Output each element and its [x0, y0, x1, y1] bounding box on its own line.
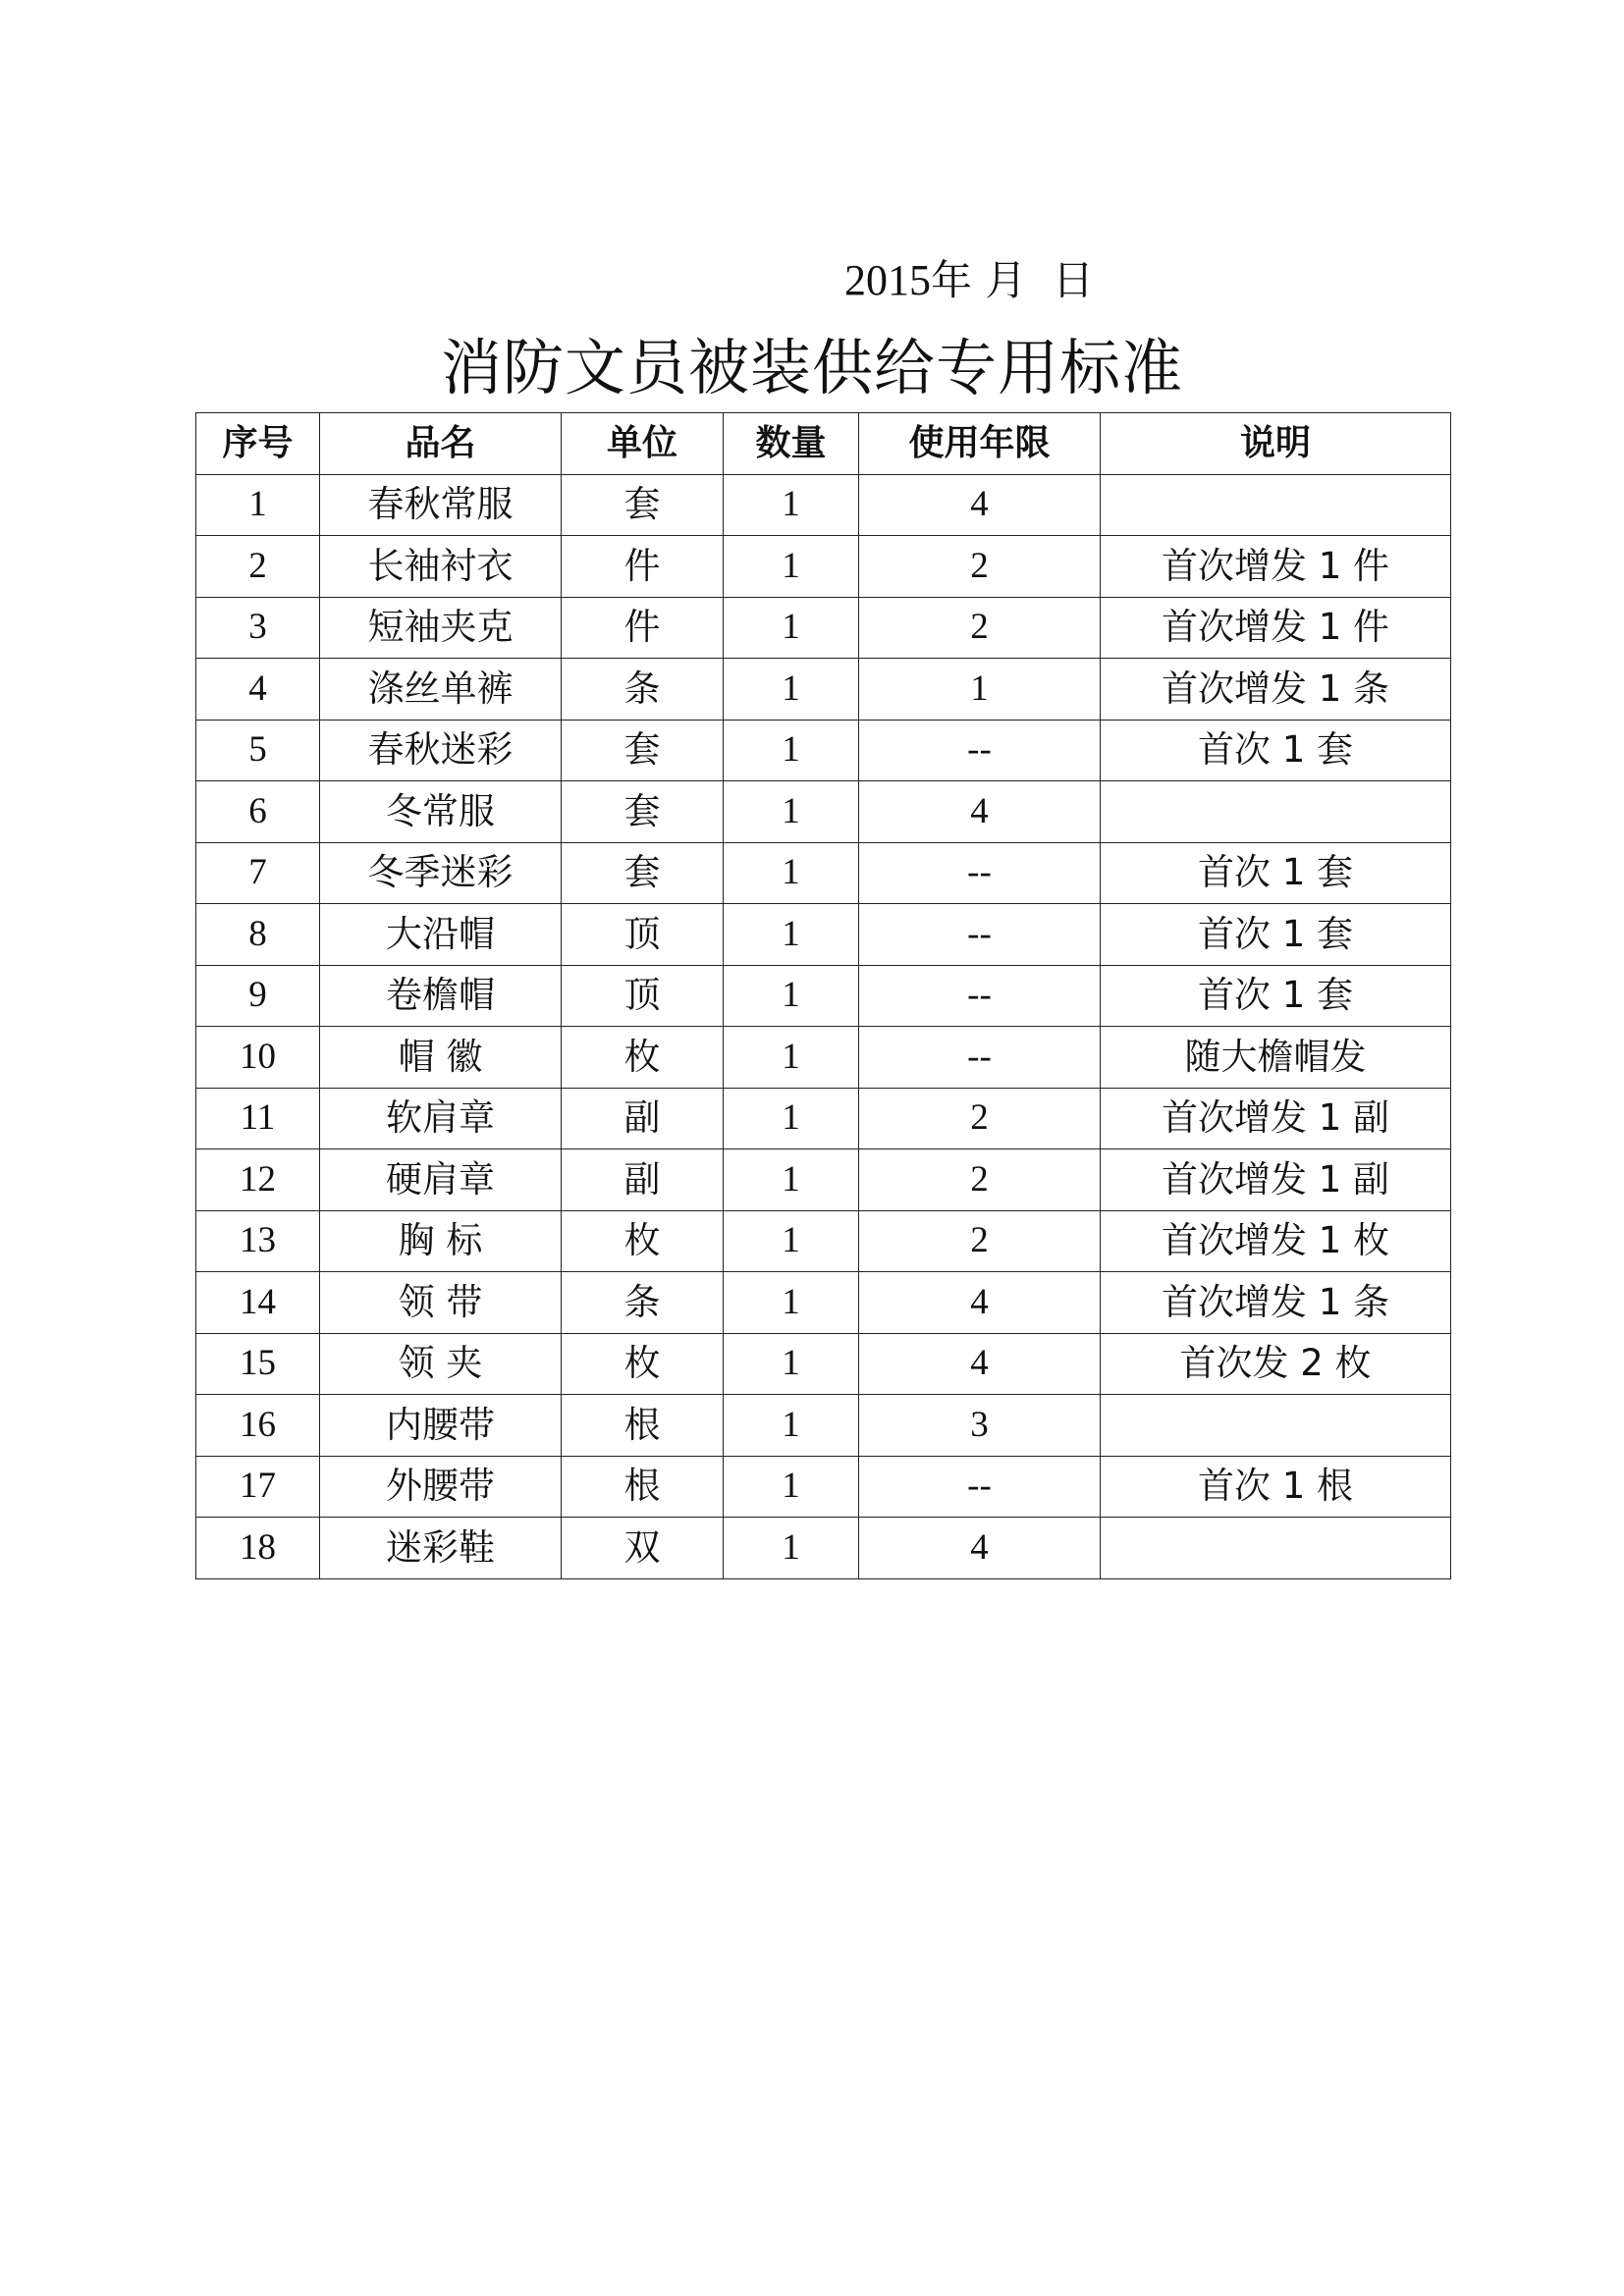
- cell-note: [1101, 474, 1451, 536]
- cell-note: 首次增发 1 副: [1101, 1149, 1451, 1211]
- cell-no: 15: [196, 1333, 320, 1395]
- table-row: [196, 659, 1451, 721]
- table-header-row: [196, 413, 1451, 475]
- cell-name: 涤丝单裤: [320, 659, 562, 721]
- table-row: [196, 536, 1451, 598]
- cell-qty: 1: [724, 536, 859, 598]
- cell-no: 7: [196, 842, 320, 904]
- cell-years: --: [859, 720, 1101, 781]
- cell-no: 10: [196, 1027, 320, 1089]
- cell-years: --: [859, 904, 1101, 966]
- cell-no: 5: [196, 720, 320, 781]
- cell-qty: 1: [724, 1456, 859, 1518]
- cell-unit: 顶: [562, 904, 724, 966]
- cell-qty: 1: [724, 1027, 859, 1089]
- cell-no: 16: [196, 1395, 320, 1457]
- cell-unit: 件: [562, 536, 724, 598]
- cell-unit: 副: [562, 1088, 724, 1149]
- table-row: [196, 1027, 1451, 1089]
- cell-name: 内腰带: [320, 1395, 562, 1457]
- cell-name: 长袖衬衣: [320, 536, 562, 598]
- cell-unit: 套: [562, 842, 724, 904]
- cell-name: 冬季迷彩: [320, 842, 562, 904]
- cell-name: 春秋迷彩: [320, 720, 562, 781]
- cell-qty: 1: [724, 1210, 859, 1272]
- cell-qty: 1: [724, 597, 859, 659]
- cell-qty: 1: [724, 474, 859, 536]
- cell-qty: 1: [724, 1395, 859, 1457]
- cell-unit: 副: [562, 1149, 724, 1211]
- table-row: [196, 904, 1451, 966]
- cell-no: 18: [196, 1518, 320, 1579]
- cell-unit: 枚: [562, 1210, 724, 1272]
- cell-name: 冬常服: [320, 781, 562, 843]
- cell-no: 14: [196, 1272, 320, 1334]
- cell-name: 卷檐帽: [320, 965, 562, 1027]
- table-row: [196, 1395, 1451, 1457]
- date-suffix: 年 月 日: [931, 256, 1095, 304]
- column-header-no: 序号: [196, 413, 320, 475]
- supply-standard-table: [195, 412, 1451, 1579]
- column-header-unit: 单位: [562, 413, 724, 475]
- cell-years: 2: [859, 597, 1101, 659]
- cell-note: 首次 1 套: [1101, 904, 1451, 966]
- cell-qty: 1: [724, 1272, 859, 1334]
- cell-qty: 1: [724, 1333, 859, 1395]
- cell-note: 首次 1 套: [1101, 965, 1451, 1027]
- cell-no: 4: [196, 659, 320, 721]
- cell-unit: 套: [562, 720, 724, 781]
- column-header-years: 使用年限: [859, 413, 1101, 475]
- cell-qty: 1: [724, 781, 859, 843]
- column-header-qty: 数量: [724, 413, 859, 475]
- cell-years: --: [859, 1456, 1101, 1518]
- cell-note: 首次增发 1 副: [1101, 1088, 1451, 1149]
- table-row: [196, 597, 1451, 659]
- column-header-name: 品名: [320, 413, 562, 475]
- cell-unit: 根: [562, 1456, 724, 1518]
- table-body: [196, 474, 1451, 1578]
- cell-note: 首次增发 1 条: [1101, 1272, 1451, 1334]
- cell-note: 首次增发 1 件: [1101, 536, 1451, 598]
- cell-note: 首次 1 套: [1101, 720, 1451, 781]
- cell-note: [1101, 1518, 1451, 1579]
- cell-qty: 1: [724, 965, 859, 1027]
- cell-no: 2: [196, 536, 320, 598]
- table-row: [196, 1149, 1451, 1211]
- cell-years: 2: [859, 1149, 1101, 1211]
- cell-years: --: [859, 1027, 1101, 1089]
- cell-years: 4: [859, 1272, 1101, 1334]
- table-row: [196, 842, 1451, 904]
- cell-no: 6: [196, 781, 320, 843]
- cell-years: 4: [859, 1333, 1101, 1395]
- table-row: [196, 1518, 1451, 1579]
- cell-note: [1101, 1395, 1451, 1457]
- cell-years: 4: [859, 1518, 1101, 1579]
- cell-name: 迷彩鞋: [320, 1518, 562, 1579]
- table-row: [196, 720, 1451, 781]
- cell-no: 1: [196, 474, 320, 536]
- cell-no: 17: [196, 1456, 320, 1518]
- cell-qty: 1: [724, 842, 859, 904]
- cell-note: 首次发 2 枚: [1101, 1333, 1451, 1395]
- cell-name: 硬肩章: [320, 1149, 562, 1211]
- cell-no: 9: [196, 965, 320, 1027]
- column-header-note: 说明: [1101, 413, 1451, 475]
- cell-years: 1: [859, 659, 1101, 721]
- table-row: [196, 474, 1451, 536]
- cell-note: [1101, 781, 1451, 843]
- cell-name: 领 夹: [320, 1333, 562, 1395]
- cell-unit: 枚: [562, 1027, 724, 1089]
- table-row: [196, 781, 1451, 843]
- cell-years: 2: [859, 1210, 1101, 1272]
- document-title: 消防文员被装供给专用标准: [440, 332, 1183, 403]
- cell-name: 大沿帽: [320, 904, 562, 966]
- cell-name: 领 带: [320, 1272, 562, 1334]
- date-year: 2015: [844, 256, 931, 304]
- cell-unit: 枚: [562, 1333, 724, 1395]
- cell-qty: 1: [724, 659, 859, 721]
- cell-no: 12: [196, 1149, 320, 1211]
- cell-unit: 条: [562, 1272, 724, 1334]
- cell-qty: 1: [724, 1518, 859, 1579]
- cell-note: 首次 1 根: [1101, 1456, 1451, 1518]
- cell-unit: 双: [562, 1518, 724, 1579]
- cell-unit: 条: [562, 659, 724, 721]
- table-row: [196, 1333, 1451, 1395]
- cell-note: 随大檐帽发: [1101, 1027, 1451, 1089]
- cell-name: 外腰带: [320, 1456, 562, 1518]
- cell-name: 帽 徽: [320, 1027, 562, 1089]
- cell-years: --: [859, 965, 1101, 1027]
- cell-years: 4: [859, 781, 1101, 843]
- cell-note: 首次增发 1 枚: [1101, 1210, 1451, 1272]
- table-row: [196, 1088, 1451, 1149]
- document-date: [844, 253, 1094, 308]
- cell-note: 首次 1 套: [1101, 842, 1451, 904]
- cell-note: 首次增发 1 条: [1101, 659, 1451, 721]
- cell-qty: 1: [724, 1149, 859, 1211]
- cell-qty: 1: [724, 904, 859, 966]
- cell-years: --: [859, 842, 1101, 904]
- cell-unit: 件: [562, 597, 724, 659]
- cell-unit: 套: [562, 474, 724, 536]
- cell-name: 胸 标: [320, 1210, 562, 1272]
- cell-unit: 根: [562, 1395, 724, 1457]
- cell-years: 4: [859, 474, 1101, 536]
- cell-no: 8: [196, 904, 320, 966]
- table-row: [196, 965, 1451, 1027]
- cell-qty: 1: [724, 1088, 859, 1149]
- cell-years: 2: [859, 536, 1101, 598]
- cell-note: 首次增发 1 件: [1101, 597, 1451, 659]
- cell-no: 3: [196, 597, 320, 659]
- cell-unit: 套: [562, 781, 724, 843]
- cell-no: 13: [196, 1210, 320, 1272]
- cell-name: 软肩章: [320, 1088, 562, 1149]
- cell-name: 春秋常服: [320, 474, 562, 536]
- cell-years: 3: [859, 1395, 1101, 1457]
- cell-name: 短袖夹克: [320, 597, 562, 659]
- cell-unit: 顶: [562, 965, 724, 1027]
- table-row: [196, 1272, 1451, 1334]
- cell-no: 11: [196, 1088, 320, 1149]
- cell-years: 2: [859, 1088, 1101, 1149]
- table-row: [196, 1210, 1451, 1272]
- table-row: [196, 1456, 1451, 1518]
- cell-qty: 1: [724, 720, 859, 781]
